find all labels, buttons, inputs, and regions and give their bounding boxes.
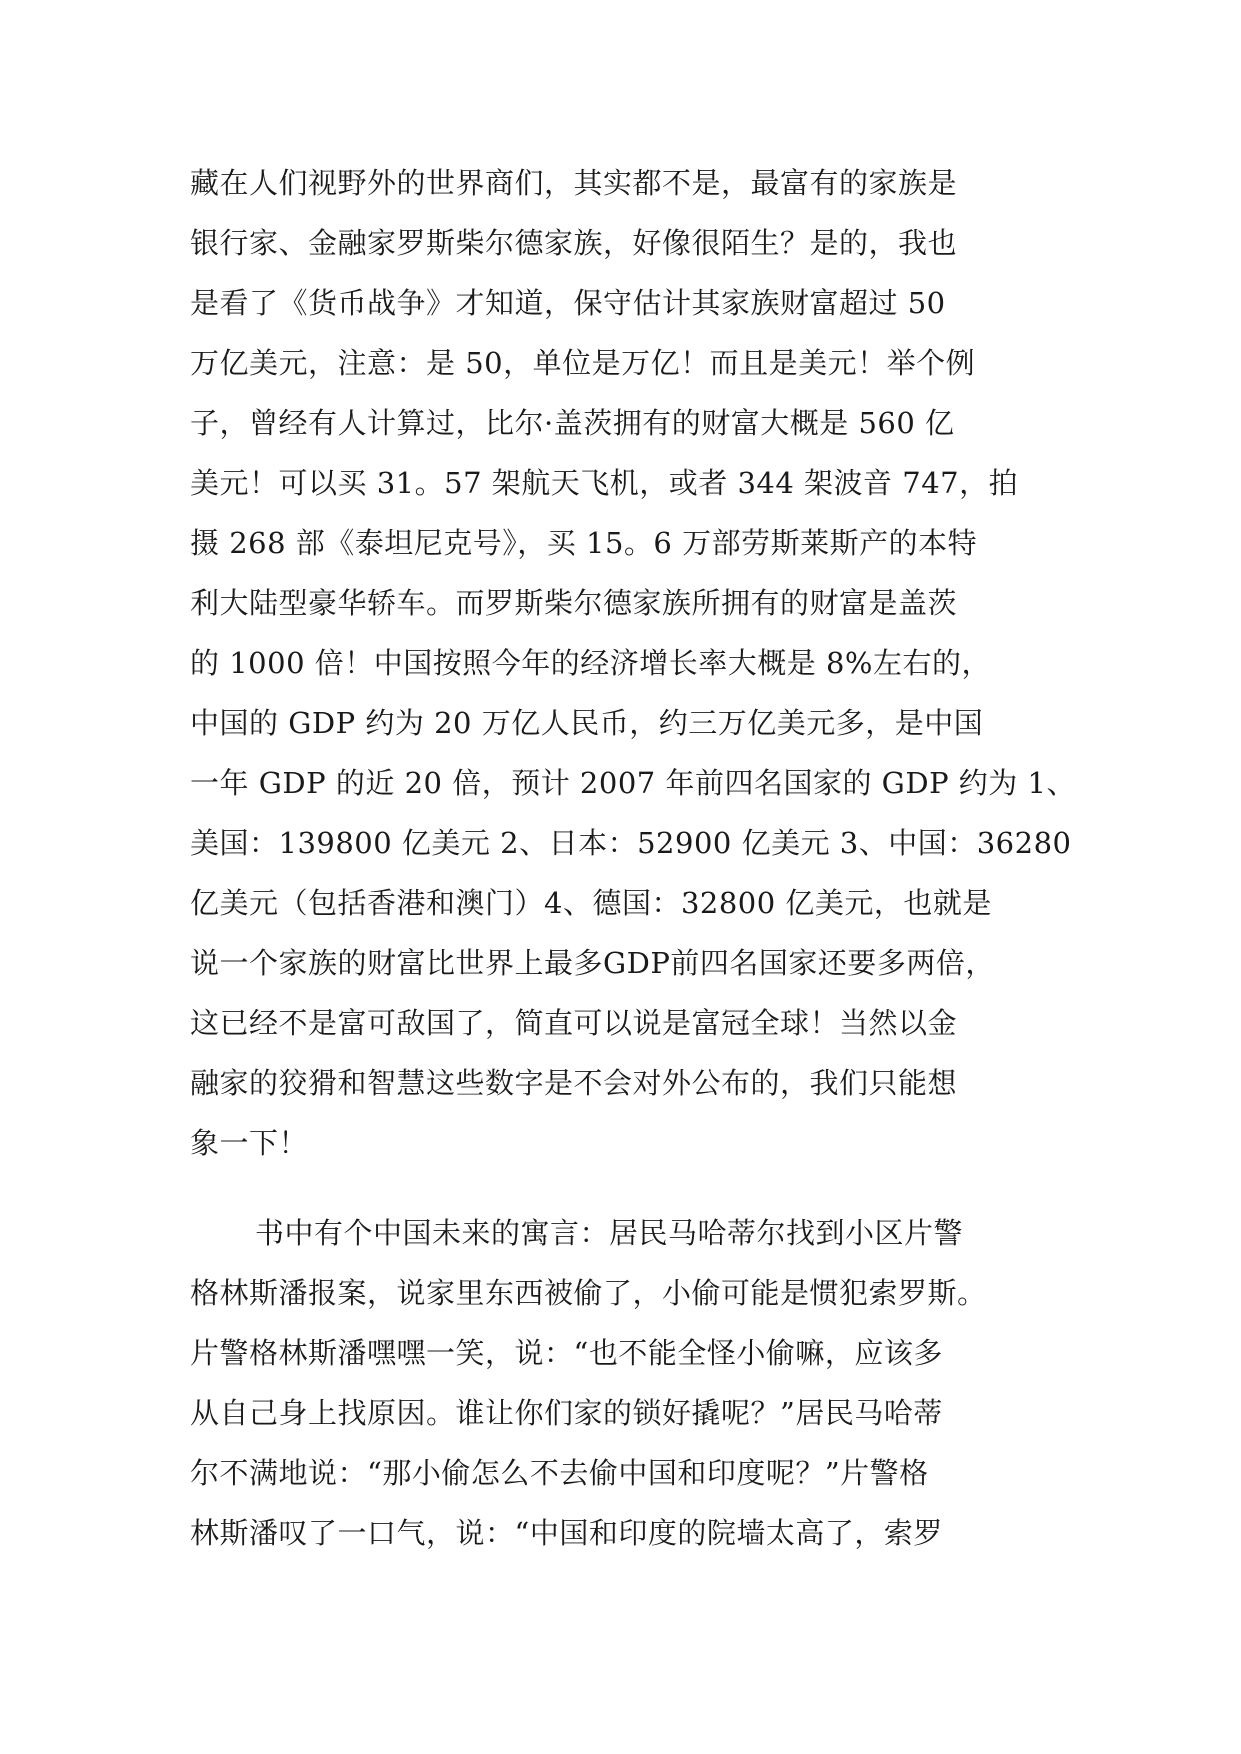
text-line: 亿美元（包括香港和澳门）4、德国：32800 亿美元，也就是 (190, 886, 992, 920)
text-line: 子，曾经有人计算过，比尔·盖茨拥有的财富大概是 560 亿 (190, 406, 955, 440)
text-line: 格林斯潘报案，说家里东西被偷了，小偷可能是惯犯索罗斯。 (190, 1276, 987, 1310)
text-line-first: 书中有个中国未来的寓言：居民马哈蒂尔找到小区片警 (255, 1216, 964, 1250)
paragraph-fable (190, 1203, 1070, 1563)
text-line: 美元！可以买 31。57 架航天飞机，或者 344 架波音 747，拍 (190, 466, 1019, 500)
text-line: 从自己身上找原因。谁让你们家的锁好撬呢？”居民马哈蒂 (190, 1396, 943, 1430)
text-line: 一年 GDP 的近 20 倍，预计 2007 年前四名国家的 GDP 约为 1、 (190, 766, 1076, 800)
text-line: 片警格林斯潘嘿嘿一笑，说：“也不能全怪小偷嘛，应该多 (190, 1336, 943, 1370)
text-line: 是看了《货币战争》才知道，保守估计其家族财富超过 50 (190, 286, 946, 320)
text-line: 这已经不是富可敌国了，简直可以说是富冠全球！当然以金 (190, 1006, 958, 1040)
paragraph-rothschild-wealth (190, 153, 1076, 1173)
text-line: 象一下！ (190, 1126, 309, 1160)
text-line: 藏在人们视野外的世界商们，其实都不是，最富有的家族是 (190, 166, 958, 200)
text-line: 中国的 GDP 约为 20 万亿人民币，约三万亿美元多，是中国 (190, 706, 984, 740)
text-line: 融家的狡猾和智慧这些数字是不会对外公布的，我们只能想 (190, 1066, 958, 1100)
text-line: 林斯潘叹了一口气，说：“中国和印度的院墙太高了，索罗 (190, 1516, 943, 1550)
text-line: 万亿美元，注意：是 50，单位是万亿！而且是美元！举个例 (190, 346, 976, 380)
text-line: 美国：139800 亿美元 2、日本：52900 亿美元 3、中国：36280 (190, 826, 1072, 860)
text-line: 摄 268 部《泰坦尼克号》，买 15。6 万部劳斯莱斯产的本特 (190, 526, 978, 560)
text-line: 说一个家族的财富比世界上最多GDP前四名国家还要多两倍， (190, 946, 995, 980)
text-line: 的 1000 倍！中国按照今年的经济增长率大概是 8%左右的， (190, 646, 991, 680)
text-line: 利大陆型豪华轿车。而罗斯柴尔德家族所拥有的财富是盖茨 (190, 586, 958, 620)
text-line: 尔不满地说：“那小偷怎么不去偷中国和印度呢？”片警格 (190, 1456, 929, 1490)
text-line: 银行家、金融家罗斯柴尔德家族，好像很陌生？是的，我也 (190, 226, 958, 260)
